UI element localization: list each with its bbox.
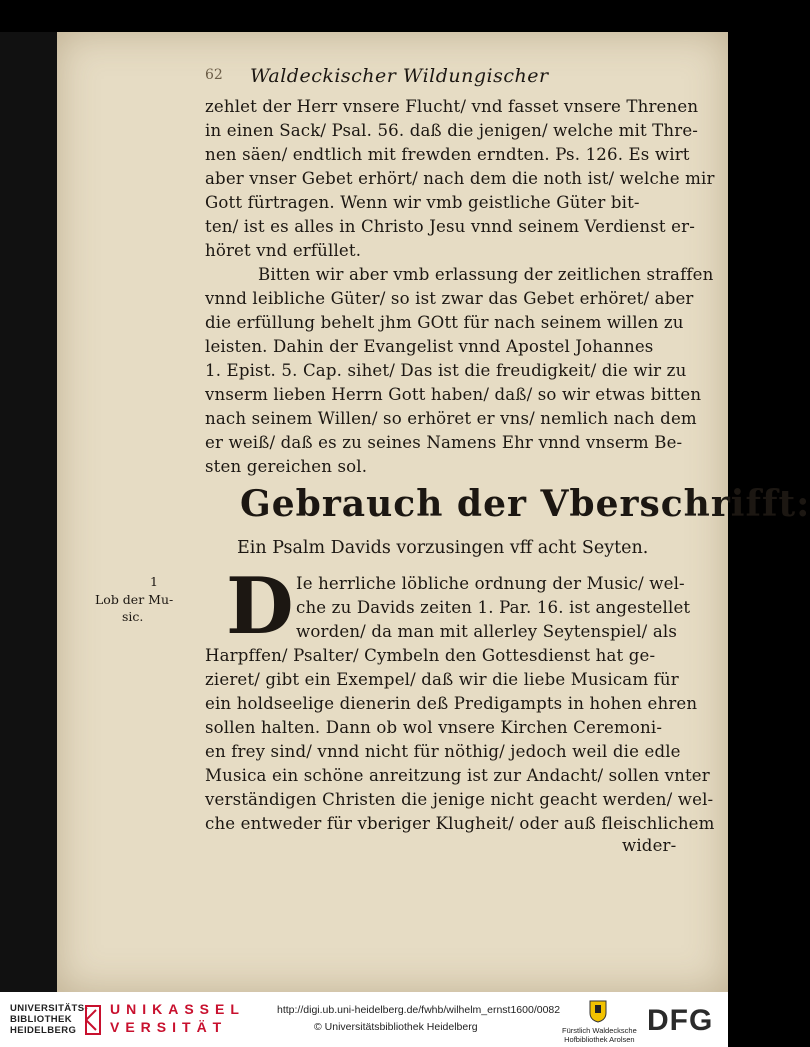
section-title: Gebrauch der Vberschrifft: (240, 483, 810, 525)
running-head: Waldeckischer Wildungischer (250, 65, 549, 87)
text-line: höret vnd erfüllet. (205, 241, 362, 260)
logo-text: UNIKASSEL (110, 1001, 245, 1017)
text-line: sollen halten. Dann ob wol vnsere Kirchen Ceremoni- (205, 718, 663, 737)
text-line: en frey sind/ vnnd nicht für nöthig/ jedoch weil die edle (205, 742, 681, 761)
logo-text: Fürstlich Waldecksche (562, 1026, 637, 1035)
heidelberg-logo[interactable] (10, 1003, 88, 1036)
margin-note: sic. (122, 609, 144, 624)
text-line: nach seinem Willen/ so erhöret er vns/ nemlich nach dem (205, 409, 697, 428)
text-line: Harpffen/ Psalter/ Cymbeln den Gottesdienst hat ge- (205, 646, 656, 665)
text-line: Gott fürtragen. Wenn wir vmb geistliche Güter bit- (205, 193, 640, 212)
text-line: Ie herrliche löbliche ordnung der Music/ wel- (296, 574, 685, 593)
catchword: wider- (622, 836, 677, 855)
text-line: worden/ da man mit allerley Seytenspiel/ als (296, 622, 678, 641)
permalink[interactable]: http://digi.ub.uni-heidelberg.de/fwhb/wilhelm_ernst1600/0082 (277, 1004, 561, 1016)
kassel-logo[interactable] (110, 1000, 245, 1036)
text-line: nen säen/ endtlich mit frewden erndten. Ps. 126. Es wirt (205, 145, 690, 164)
page-number: 62 (205, 67, 223, 83)
text-line: in einen Sack/ Psal. 56. daß die jenigen/ welche mit Thre- (205, 121, 699, 140)
logo-text: UNIVERSITÄTS- (10, 1003, 89, 1014)
text-line: aber vnser Gebet erhört/ nach dem die noth ist/ welche mir (205, 169, 715, 188)
margin-number: 1 (150, 574, 158, 589)
logo-text: HEIDELBERG (10, 1025, 77, 1036)
arolsen-logo[interactable] (562, 1026, 637, 1044)
logo-text: Hofbibliothek Arolsen (564, 1035, 635, 1044)
text-line: zehlet der Herr vnsere Flucht/ vnd fasset vnsere Threnen (205, 97, 699, 116)
text-line: Musica ein schöne anreitzung ist zur Andacht/ sollen vnter (205, 766, 710, 785)
text-line: vnnd leibliche Güter/ so ist zwar das Gebet erhöret/ aber (205, 289, 694, 308)
text-line: die erfüllung behelt jhm GOtt für nach seinem willen zu (205, 313, 684, 332)
text-line: Bitten wir aber vmb erlassung der zeitlichen straffen (258, 265, 714, 284)
margin-note: Lob der Mu- (95, 592, 174, 607)
kassel-mark-icon (82, 1004, 102, 1036)
copyright: © Universitätsbibliothek Heidelberg (314, 1021, 478, 1033)
text-line: ten/ ist es alles in Christo Jesu vnnd seinem Verdienst er- (205, 217, 695, 236)
scan-border (0, 32, 57, 992)
logo-text: BIBLIOTHEK (10, 1014, 73, 1025)
coat-of-arms-icon (589, 999, 607, 1023)
text-line: che entweder für vberiger Klugheit/ oder auß fleischlichem (205, 814, 715, 833)
dfg-logo[interactable]: DFG (647, 1004, 714, 1037)
text-line: zieret/ gibt ein Exempel/ daß wir die liebe Musicam für (205, 670, 679, 689)
text-line: er weiß/ daß es zu seines Namens Ehr vnnd vnserm Be- (205, 433, 683, 452)
text-line: 1. Epist. 5. Cap. sihet/ Das ist die freudigkeit/ die wir zu (205, 361, 687, 380)
text-line: ein holdseelige dienerin deß Predigampts in hohen ehren (205, 694, 698, 713)
section-subtitle: Ein Psalm Davids vorzusingen vff acht Seyten. (237, 538, 649, 558)
text-line: che zu Davids zeiten 1. Par. 16. ist angestellet (296, 598, 691, 617)
text-line: verständigen Christen die jenige nicht geacht werden/ wel- (205, 790, 714, 809)
text-line: vnserm lieben Herrn Gott haben/ daß/ so wir etwas bitten (205, 385, 702, 404)
decorated-initial: D (226, 561, 294, 652)
text-line: leisten. Dahin der Evangelist vnnd Apostel Johannes (205, 337, 654, 356)
logo-text: VERSITÄT (110, 1019, 228, 1035)
text-line: sten gereichen sol. (205, 457, 368, 476)
